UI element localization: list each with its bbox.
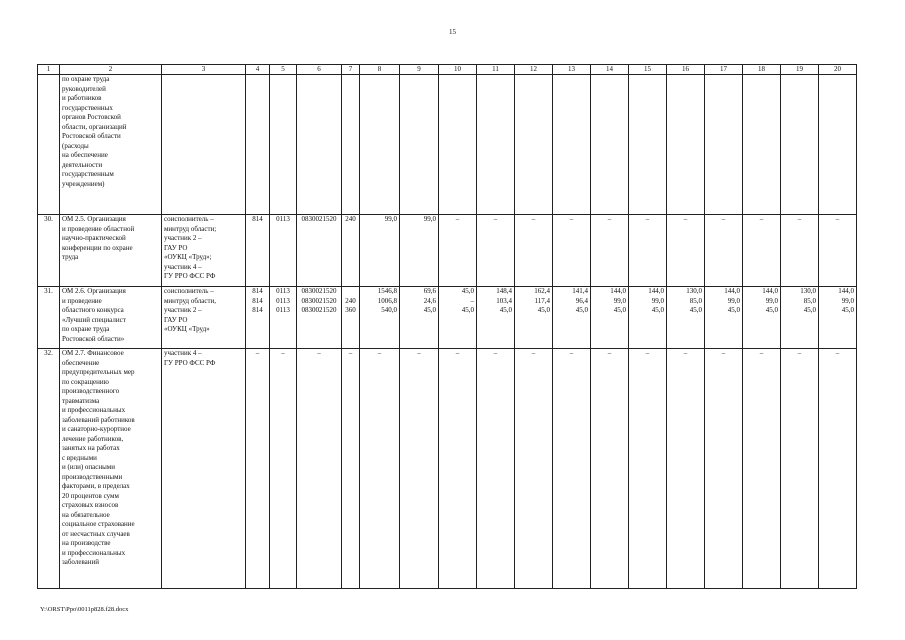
header-cell: 18 <box>743 65 781 75</box>
cell: – <box>819 215 857 287</box>
cell: – <box>667 349 705 589</box>
row-number: 32. <box>38 349 60 589</box>
cell: 1546,8 1006,8 540,0 <box>360 287 400 349</box>
cell: – <box>667 215 705 287</box>
header-cell: 19 <box>781 65 819 75</box>
header-cell: 4 <box>246 65 270 75</box>
measure-name: ОМ 2.5. Организация и проведение областной научно-практической конференции по охране труда <box>60 215 162 287</box>
cell: – <box>515 215 553 287</box>
header-cell: 9 <box>400 65 439 75</box>
cell: – <box>743 215 781 287</box>
program-table <box>37 64 857 589</box>
cell: 0830021520 0830021520 0830021520 <box>297 287 342 349</box>
cell: 144,0 99,0 45,0 <box>743 287 781 349</box>
cell: 0830021520 <box>297 215 342 287</box>
cell: – <box>781 215 819 287</box>
cell: – <box>342 349 360 589</box>
executor: соисполнитель – минтруд области, участник 2 – ГАУ РО «ОУКЦ «Труд» <box>162 287 246 349</box>
cell: – <box>515 349 553 589</box>
header-cell: 13 <box>553 65 591 75</box>
header-cell: 3 <box>162 65 246 75</box>
cell: 0113 <box>270 215 297 287</box>
cell: 45,0 – 45,0 <box>439 287 477 349</box>
cell: 144,0 99,0 45,0 <box>591 287 629 349</box>
cell: – <box>246 349 270 589</box>
header-cell: 11 <box>477 65 515 75</box>
cell: – <box>553 215 591 287</box>
header-cell: 15 <box>629 65 667 75</box>
cell: – <box>477 349 515 589</box>
header-cell: 7 <box>342 65 360 75</box>
header-cell: 20 <box>819 65 857 75</box>
cell: – <box>553 349 591 589</box>
header-cell: 16 <box>667 65 705 75</box>
cell: – <box>360 349 400 589</box>
header-cell: 10 <box>439 65 477 75</box>
cell: 99,0 <box>360 215 400 287</box>
cell: 814 <box>246 215 270 287</box>
cell: – <box>629 349 667 589</box>
header-cell: 8 <box>360 65 400 75</box>
cell: 0113 0113 0113 <box>270 287 297 349</box>
measure-name: по охране труда руководителей и работников государственных органов Ростовской области, организаций Ростовской области (расходы на обеспечение деятельности государственным учреждением) <box>60 75 162 215</box>
header-cell: 1 <box>38 65 60 75</box>
cell: 144,0 99,0 45,0 <box>819 287 857 349</box>
header-cell: 12 <box>515 65 553 75</box>
cell: – <box>297 349 342 589</box>
cell: 144,0 99,0 45,0 <box>705 287 743 349</box>
cell: 240 <box>342 215 360 287</box>
cell: 162,4 117,4 45,0 <box>515 287 553 349</box>
executor: соисполнитель – минтруд области; участник 2 – ГАУ РО «ОУКЦ «Труд»; участник 4 – ГУ РРО ФСС РФ <box>162 215 246 287</box>
measure-name: ОМ 2.7. Финансовое обеспечение предупредительных мер по сокращению производственного травматизма и профессиональных заболеваний работников и санаторно-курортное лечение работников, занятых на работах с вредными и (или) опасными производственными факторами, в пределах 20 процентов сумм страховых взносов на обязательное социальное страхование от несчастных случаев на производстве и профессиональных заболеваний <box>60 349 162 589</box>
header-cell: 2 <box>60 65 162 75</box>
cell: 130,0 85,0 45,0 <box>667 287 705 349</box>
cell: – <box>439 215 477 287</box>
cell: 69,6 24,6 45,0 <box>400 287 439 349</box>
table-row <box>38 287 857 349</box>
header-cell: 14 <box>591 65 629 75</box>
cell: – <box>705 349 743 589</box>
header-cell: 5 <box>270 65 297 75</box>
cell: – <box>270 349 297 589</box>
table-row <box>38 349 857 589</box>
cell: – <box>477 215 515 287</box>
row-number: 31. <box>38 287 60 349</box>
cell: – <box>781 349 819 589</box>
cell: 99,0 <box>400 215 439 287</box>
row-number: 30. <box>38 215 60 287</box>
cell: 130,0 85,0 45,0 <box>781 287 819 349</box>
cell: – <box>743 349 781 589</box>
cell: – <box>705 215 743 287</box>
cell: 240 360 <box>342 287 360 349</box>
table-row <box>38 75 857 215</box>
cell: – <box>591 215 629 287</box>
header-cell: 17 <box>705 65 743 75</box>
cell: 148,4 103,4 45,0 <box>477 287 515 349</box>
cell: – <box>819 349 857 589</box>
cell: – <box>591 349 629 589</box>
cell: – <box>400 349 439 589</box>
cell: 814 814 814 <box>246 287 270 349</box>
header-cell: 6 <box>297 65 342 75</box>
cell: – <box>439 349 477 589</box>
header-row <box>38 65 857 75</box>
cell: 144,0 99,0 45,0 <box>629 287 667 349</box>
cell: 141,4 96,4 45,0 <box>553 287 591 349</box>
executor: участник 4 – ГУ РРО ФСС РФ <box>162 349 246 589</box>
page-number: 15 <box>449 28 456 36</box>
table-row <box>38 215 857 287</box>
cell: – <box>629 215 667 287</box>
file-path-footer: Y:\ORST\Ppo\0011p828.f28.docx <box>40 606 129 613</box>
measure-name: ОМ 2.6. Организация и проведение областного конкурса «Лучший специалист по охране труда Ростовской области» <box>60 287 162 349</box>
